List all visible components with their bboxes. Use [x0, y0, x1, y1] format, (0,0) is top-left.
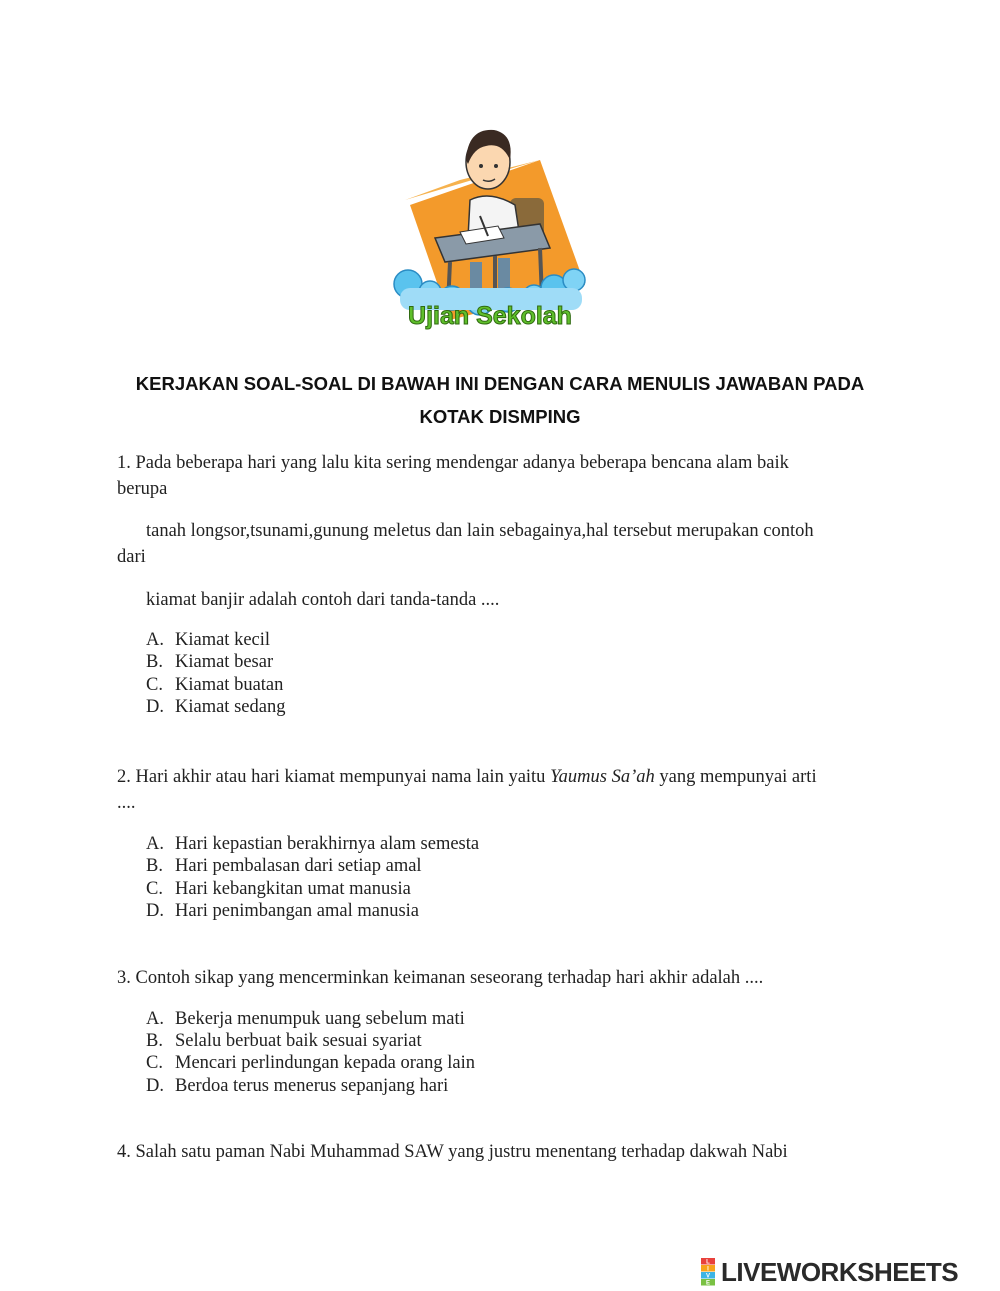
option-letter: A.: [146, 1009, 164, 1029]
option-letter: A.: [146, 630, 164, 650]
option-text: Kiamat kecil: [175, 630, 271, 650]
question-2-suffix: yang mempunyai arti: [654, 767, 817, 787]
option-text: Mencari perlindungan kepada orang lain: [175, 1053, 475, 1073]
question-2-text-line: [117, 764, 817, 790]
brand-block-letter: E: [705, 1280, 711, 1287]
option-item[interactable]: [146, 878, 411, 901]
option-text: Hari penimbangan amal manusia: [175, 901, 420, 921]
liveworksheets-logo[interactable]: [697, 1255, 958, 1289]
option-letter: B.: [146, 1031, 163, 1051]
option-text: Hari pembalasan dari setiap amal: [175, 856, 422, 876]
option-item[interactable]: [146, 1052, 475, 1075]
question-2-text-line: ....: [117, 793, 136, 813]
question-1-text-line: dari: [117, 547, 146, 567]
option-text: Bekerja menumpuk uang sebelum mati: [175, 1009, 465, 1029]
option-item[interactable]: [146, 1075, 448, 1098]
question-3-text-line: 3. Contoh sikap yang mencerminkan keimanan seseorang terhadap hari akhir adalah ....: [117, 968, 764, 988]
option-text: Hari kebangkitan umat manusia: [175, 879, 411, 899]
instructions-heading-line2: KOTAK DISMPING: [419, 406, 581, 427]
option-item[interactable]: [146, 629, 270, 652]
option-letter: D.: [146, 1076, 164, 1096]
logo-text: Ujian Sekolah: [408, 302, 572, 330]
option-letter: B.: [146, 856, 163, 876]
option-letter: D.: [146, 901, 164, 921]
ujian-sekolah-logo: [390, 120, 590, 342]
option-text: Berdoa terus menerus sepanjang hari: [175, 1076, 449, 1096]
live-blocks-icon: [697, 1257, 721, 1287]
option-item[interactable]: [146, 833, 479, 856]
option-letter: C.: [146, 879, 163, 899]
question-4-text-line: 4. Salah satu paman Nabi Muhammad SAW yang justru menentang terhadap dakwah Nabi: [117, 1142, 788, 1162]
option-text: Selalu berbuat baik sesuai syariat: [175, 1031, 422, 1051]
question-1-text-line: tanah longsor,tsunami,gunung meletus dan lain sebagainya,hal tersebut merupakan contoh: [146, 521, 814, 541]
option-item[interactable]: [146, 696, 285, 719]
question-1-text-line: kiamat banjir adalah contoh dari tanda-tanda ....: [146, 590, 500, 610]
brand-block-letter: I: [707, 1266, 709, 1273]
question-1-text-line: 1. Pada beberapa hari yang lalu kita sering mendengar adanya beberapa bencana alam baik: [117, 453, 789, 473]
option-item[interactable]: [146, 1030, 422, 1053]
question-2-prefix: 2. Hari akhir atau hari kiamat mempunyai nama lain yaitu: [117, 767, 551, 787]
option-item[interactable]: [146, 674, 283, 697]
question-2-term: Yaumus Sa’ah: [550, 767, 655, 787]
brand-text: LIVEWORKSHEETS: [721, 1256, 959, 1287]
option-letter: D.: [146, 697, 164, 717]
option-item[interactable]: [146, 855, 422, 878]
option-letter: B.: [146, 652, 163, 672]
option-item[interactable]: [146, 900, 419, 923]
option-text: Kiamat besar: [175, 652, 274, 672]
question-1-text-line: berupa: [117, 479, 168, 499]
option-letter: C.: [146, 675, 163, 695]
option-letter: C.: [146, 1053, 163, 1073]
option-text: Kiamat buatan: [175, 675, 284, 695]
brand-block-letter: L: [706, 1259, 710, 1266]
option-text: Hari kepastian berakhirnya alam semesta: [175, 834, 480, 854]
option-text: Kiamat sedang: [175, 697, 286, 717]
option-item[interactable]: [146, 1008, 465, 1031]
option-item[interactable]: [146, 651, 273, 674]
brand-block-letter: V: [705, 1273, 711, 1280]
instructions-heading-line1: KERJAKAN SOAL-SOAL DI BAWAH INI DENGAN CARA MENULIS JAWABAN PADA: [135, 373, 865, 394]
option-letter: A.: [146, 834, 164, 854]
